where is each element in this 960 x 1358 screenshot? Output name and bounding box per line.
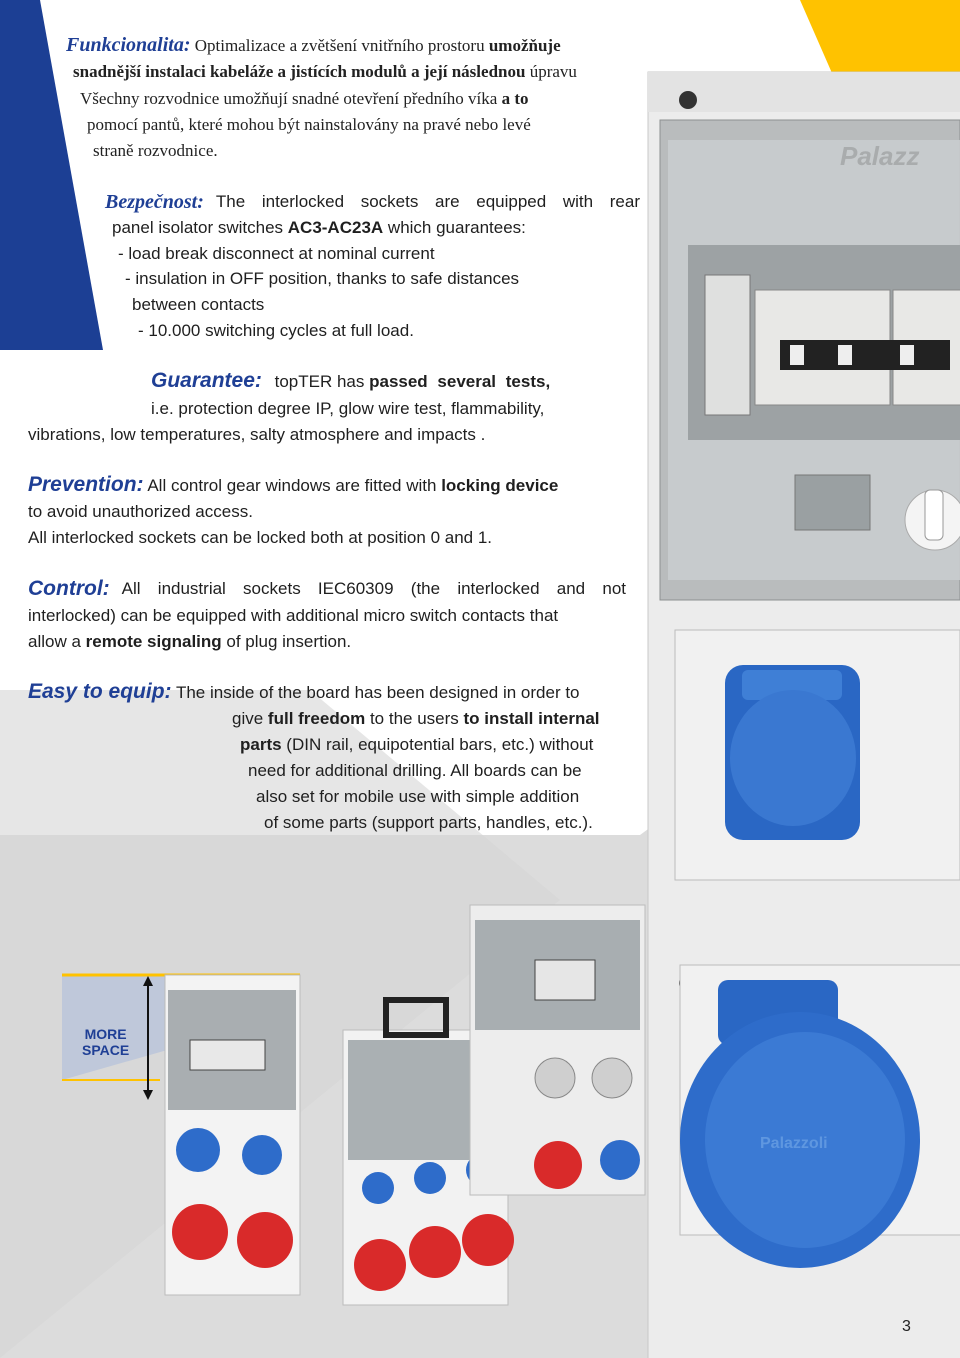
guarantee-line-2: i.e. protection degree IP, glow wire test, flammability, <box>151 399 545 418</box>
funkcionalita-line-1: Funkcionalita: Optimalizace a zvětšení vnitřního prostoru umožňuje <box>66 34 561 56</box>
funkcionalita-title: Funkcionalita: <box>66 34 191 56</box>
more-space-label <box>82 1026 129 1058</box>
easy-line-4: need for additional drilling. All boards can be <box>248 761 582 780</box>
prevention-title: Prevention: <box>28 473 144 496</box>
easy-line-5: also set for mobile use with simple addition <box>256 787 580 806</box>
yellow-corner <box>800 0 960 80</box>
bezpecnost-title: Bezpečnost: <box>105 191 204 213</box>
easy-line-1: Easy to equip: The inside of the board has been designed in order to <box>28 680 580 703</box>
funkcionalita-line-2: snadnější instalaci kabeláže a jistících modulů a její následnou úpravu <box>73 62 577 81</box>
prevention-line-3: All interlocked sockets can be locked both at position 0 and 1. <box>28 528 493 547</box>
control-line-1: Control: All industrial sockets IEC60309 (the interlocked and not <box>28 577 626 600</box>
easy-to-equip-title: Easy to equip: <box>28 680 172 703</box>
prevention-line-1: Prevention: All control gear windows are fitted with locking device <box>28 473 559 496</box>
guarantee-title: Guarantee: <box>151 369 262 392</box>
more-space-line2: SPACE <box>82 1042 130 1058</box>
more-space-line1: MORE <box>84 1026 127 1042</box>
bezpecnost-line-1: Bezpečnost: The interlocked sockets are equipped with rear <box>105 191 640 213</box>
page-number: 3 <box>902 1318 911 1335</box>
svg-text:Palazzoli: Palazzoli <box>760 1135 828 1152</box>
bezpecnost-line-6: - 10.000 switching cycles at full load. <box>138 321 414 340</box>
easy-line-2: give full freedom to the users to install internal <box>232 709 600 728</box>
funkcionalita-line-5: straně rozvodnice. <box>93 141 218 160</box>
control-title: Control: <box>28 577 110 600</box>
easy-line-6: of some parts (support parts, handles, etc.). <box>264 813 593 832</box>
guarantee-line-3: vibrations, low temperatures, salty atmosphere and impacts . <box>28 425 486 444</box>
prevention-line-2: to avoid unauthorized access. <box>28 502 253 521</box>
funkcionalita-line-4: pomocí pantů, které mohou být nainstalovány na pravé nebo levé <box>87 115 531 134</box>
easy-line-3: parts (DIN rail, equipotential bars, etc.) without <box>240 735 594 754</box>
enclosure-photo <box>648 72 960 1358</box>
control-line-2: interlocked) can be equipped with additional micro switch contacts that <box>28 606 559 625</box>
bezpecnost-line-4: - insulation in OFF position, thanks to safe distances <box>125 269 520 288</box>
svg-text:Palazz: Palazz <box>840 141 920 171</box>
guarantee-line-1: Guarantee: topTER has passed several tests, <box>151 369 551 392</box>
control-line-3: allow a remote signaling of plug insertion. <box>28 632 352 651</box>
bezpecnost-line-2: panel isolator switches AC3-AC23A which guarantees: <box>112 218 526 237</box>
funkcionalita-line-3: Všechny rozvodnice umožňují snadné otevření předního víka a to <box>80 89 529 108</box>
bezpecnost-line-3: - load break disconnect at nominal current <box>118 244 435 263</box>
bezpecnost-line-5: between contacts <box>132 295 265 314</box>
